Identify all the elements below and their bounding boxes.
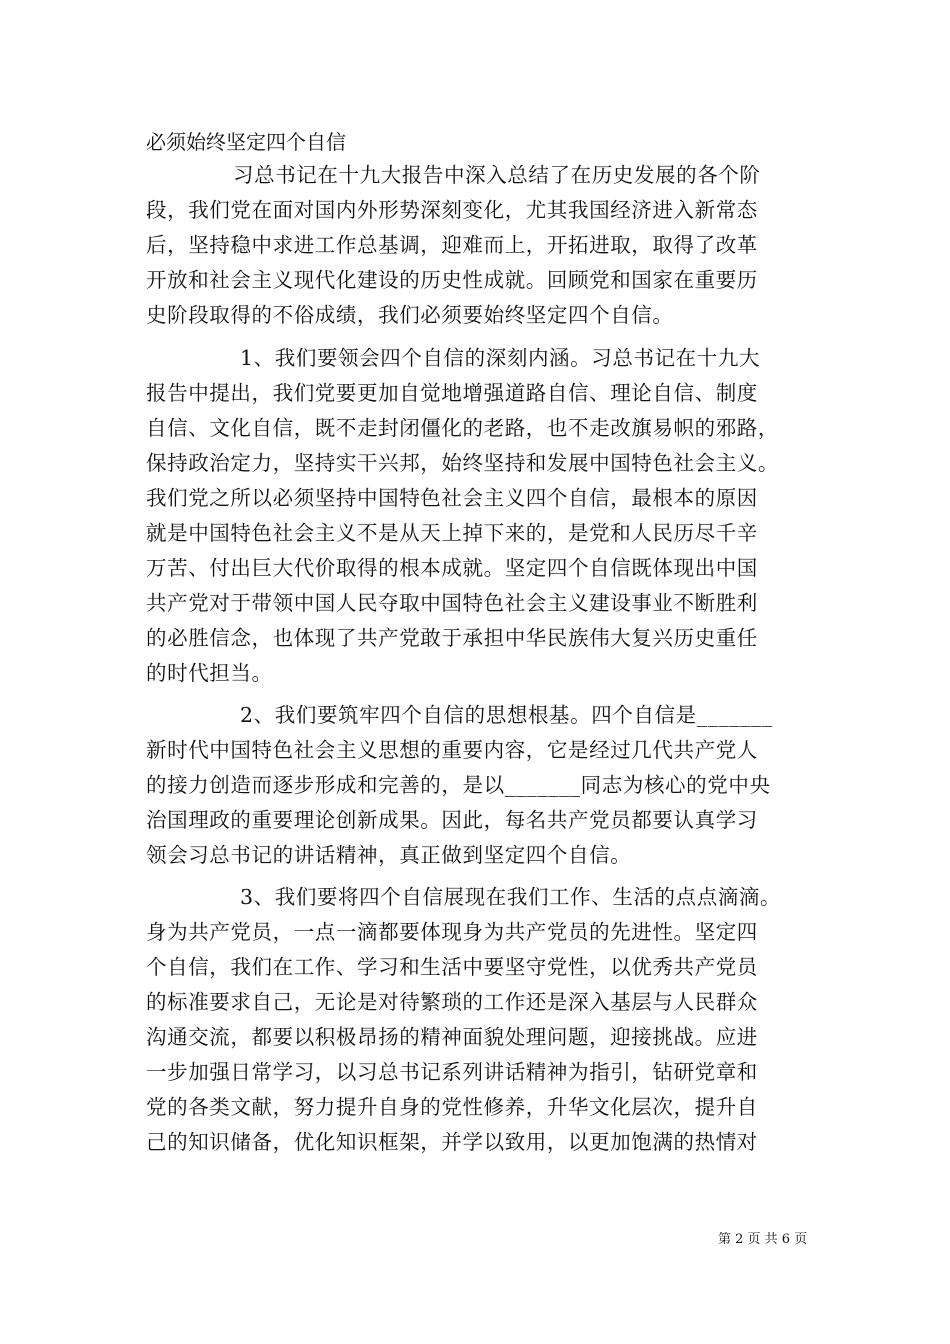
text-line: 3、我们要将四个自信展现在我们工作、生活的点点滴滴。 bbox=[240, 885, 782, 909]
text-line: 报告中提出，我们党要更加自觉地增强道路自信、理论自信、制度 bbox=[146, 381, 758, 405]
text-line: 的接力创造而逐步形成和完善的，是以_______同志为核心的党中央 bbox=[146, 773, 771, 797]
text-line: 的标准要求自己，无论是对待繁琐的工作还是深入基层与人民群众 bbox=[146, 990, 758, 1014]
text-line: 2、我们要筑牢四个自信的思想根基。四个自信是_______ bbox=[240, 703, 773, 727]
text-line: 身为共产党员，一点一滴都要体现身为共产党员的先进性。坚定四 bbox=[146, 920, 758, 944]
text-line: 万苦、付出巨大代价取得的根本成就。坚定四个自信既体现出中国 bbox=[146, 556, 758, 580]
text-line: 沟通交流，都要以积极昂扬的精神面貌处理问题，迎接挑战。应进 bbox=[146, 1025, 758, 1049]
text-line: 个自信，我们在工作、学习和生活中要坚守党性，以优秀共产党员 bbox=[146, 955, 758, 979]
text-line: 开放和社会主义现代化建设的历史性成就。回顾党和国家在重要历 bbox=[146, 268, 758, 292]
text-line: 就是中国特色社会主义不是从天上掉下来的，是党和人民历尽千辛 bbox=[146, 521, 758, 545]
page-number: 第 2 页 共 6 页 bbox=[718, 1232, 808, 1247]
text-line: 新时代中国特色社会主义思想的重要内容，它是经过几代共产党人 bbox=[146, 738, 758, 762]
text-line: 治国理政的重要理论创新成果。因此，每名共产党员都要认真学习 bbox=[146, 808, 758, 832]
text-line: 习总书记在十九大报告中深入总结了在历史发展的各个阶 bbox=[233, 163, 761, 187]
text-line: 自信、文化自信，既不走封闭僵化的老路，也不走改旗易帜的邪路， bbox=[146, 416, 779, 440]
text-line: 领会习总书记的讲话精神，真正做到坚定四个自信。 bbox=[146, 843, 632, 867]
text-line: 一步加强日常学习，以习总书记系列讲话精神为指引，钻研党章和 bbox=[146, 1060, 758, 1084]
text-line: 己的知识储备，优化知识框架，并学以致用，以更加饱满的热情对 bbox=[146, 1130, 758, 1154]
text-line: 党的各类文献，努力提升自身的党性修养，升华文化层次，提升自 bbox=[146, 1095, 758, 1119]
text-line: 1、我们要领会四个自信的深刻内涵。习总书记在十九大 bbox=[240, 346, 761, 370]
text-line: 后，坚持稳中求进工作总基调，迎难而上，开拓进取，取得了改革 bbox=[146, 233, 758, 257]
text-line: 保持政治定力，坚持实干兴邦，始终坚持和发展中国特色社会主义。 bbox=[146, 451, 779, 475]
text-line: 我们党之所以必须坚持中国特色社会主义四个自信，最根本的原因 bbox=[146, 486, 758, 510]
text-line: 共产党对于带领中国人民夺取中国特色社会主义建设事业不断胜利 bbox=[146, 591, 758, 615]
text-line: 的必胜信念，也体现了共产党敢于承担中华民族伟大复兴历史重任 bbox=[146, 626, 758, 650]
text-line: 的时代担当。 bbox=[146, 661, 273, 685]
text-line: 段，我们党在面对国内外形势深刻变化，尤其我国经济进入新常态 bbox=[146, 198, 758, 222]
text-line: 史阶段取得的不俗成绩，我们必须要始终坚定四个自信。 bbox=[146, 303, 674, 327]
document-title: 必须始终坚定四个自信 bbox=[146, 130, 346, 154]
